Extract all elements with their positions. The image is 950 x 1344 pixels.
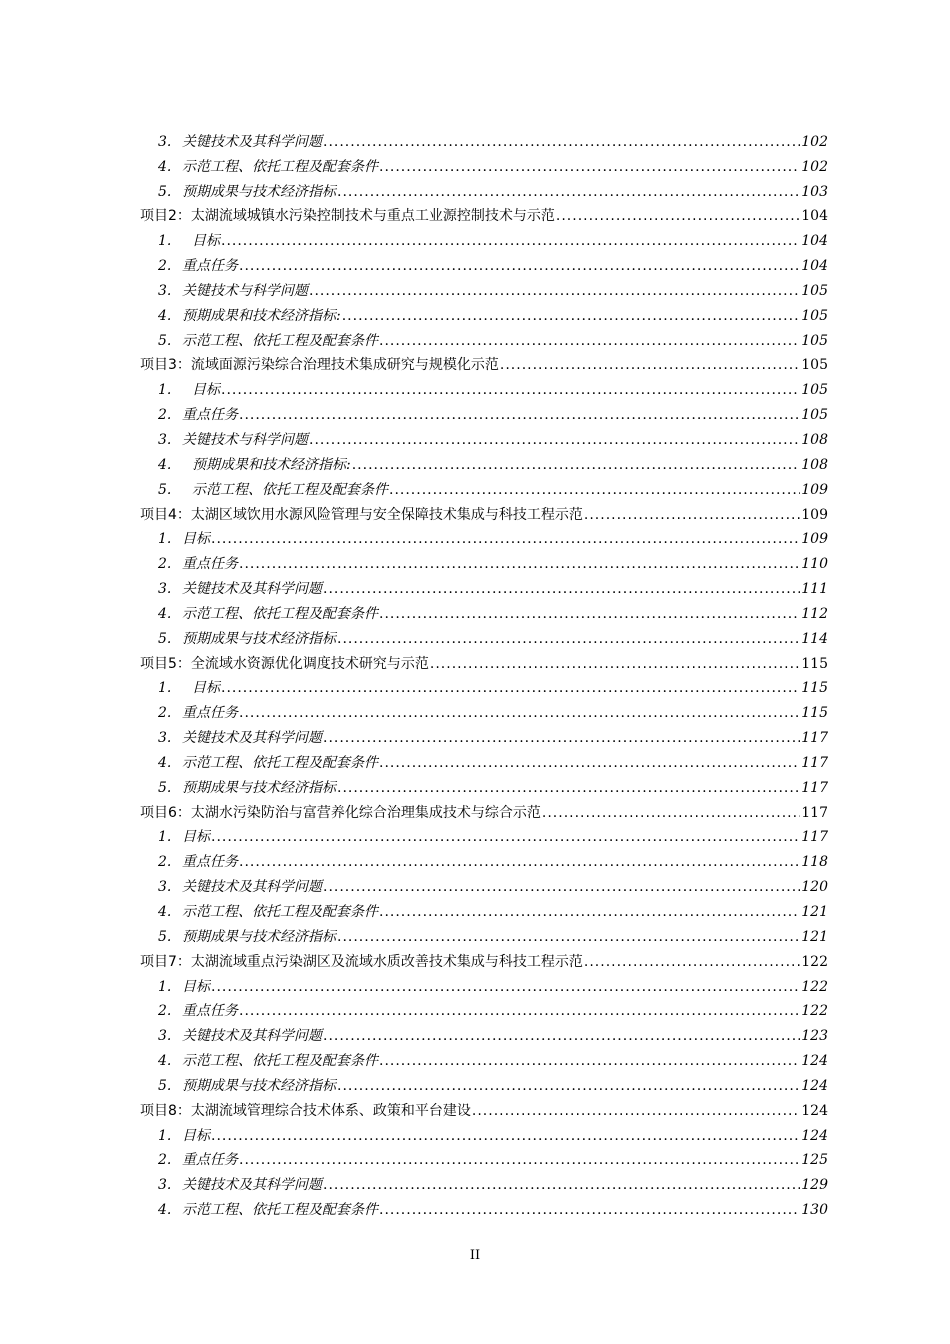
toc-entry-title: 示范工程、依托工程及配套条件 (182, 1202, 378, 1219)
toc-subsection-entry[interactable] (140, 424, 828, 449)
toc-entry-title: 项目6：太湖水污染防治与富营养化综合治理集成技术与综合示范 (140, 804, 541, 821)
toc-entry-number: 4. (158, 904, 172, 920)
toc-entry-number: 3. (158, 133, 172, 150)
toc-entry-title: 示范工程、依托工程及配套条件 (182, 1053, 378, 1070)
toc-entry-page: 109 (801, 481, 828, 498)
toc-entry-page: 117 (801, 779, 828, 796)
toc-entry-title: 关键技术及其科学问题 (182, 879, 322, 896)
toc-entry-title: 目标 (192, 233, 220, 250)
toc-subsection-entry[interactable] (140, 300, 828, 325)
toc-entry-number: 4. (158, 158, 172, 175)
toc-entry-page: 120 (801, 879, 828, 896)
toc-entry-title: 关键技术与科学问题 (182, 431, 308, 448)
toc-entry-title: 重点任务 (182, 854, 238, 871)
toc-subsection-entry[interactable] (140, 921, 828, 946)
toc-entry-title: 项目3：流域面源污染综合治理技术集成研究与规模化示范 (140, 357, 499, 374)
toc-entry-page: 115 (801, 705, 828, 722)
toc-entry-number: 5. (158, 630, 172, 647)
toc-leader-dots (379, 332, 800, 350)
toc-subsection-entry[interactable] (140, 598, 828, 623)
toc-entry-title: 重点任务 (182, 407, 238, 424)
toc-entry-title: 预期成果与技术经济指标 (182, 630, 336, 647)
toc-leader-dots (323, 729, 800, 747)
toc-subsection-entry[interactable] (140, 822, 828, 847)
toc-leader-dots (584, 953, 800, 971)
toc-leader-dots (221, 232, 800, 250)
toc-entry-title: 示范工程、依托工程及配套条件 (182, 158, 378, 175)
toc-entry-page: 103 (801, 183, 828, 200)
toc-section-entry[interactable] (140, 648, 828, 673)
toc-entry-title: 目标 (182, 829, 210, 846)
toc-entry-number: 3. (158, 1028, 172, 1045)
toc-entry-title: 预期成果和技术经济指标: (192, 456, 351, 473)
toc-leader-dots (430, 655, 800, 673)
toc-entry-title: 目标 (182, 1127, 210, 1144)
toc-leader-dots (239, 853, 800, 871)
toc-entry-page: 102 (801, 133, 828, 150)
toc-subsection-entry[interactable] (140, 176, 828, 201)
toc-leader-dots (239, 1151, 800, 1169)
toc-entry-page: 109 (801, 506, 828, 523)
toc-entry-title: 项目5：全流域水资源优化调度技术研究与示范 (140, 655, 429, 672)
toc-entry-page: 105 (801, 332, 828, 349)
toc-leader-dots (542, 804, 800, 822)
toc-entry-number: 2. (158, 407, 172, 424)
toc-entry-title: 示范工程、依托工程及配套条件 (192, 481, 388, 498)
toc-entry-page: 115 (801, 655, 828, 672)
toc-subsection-entry[interactable] (140, 722, 828, 747)
toc-entry-page: 124 (801, 1127, 828, 1144)
page-number: II (469, 1248, 481, 1263)
toc-entry-page: 111 (801, 581, 828, 598)
toc-subsection-entry[interactable] (140, 1145, 828, 1170)
toc-subsection-entry[interactable] (140, 971, 828, 996)
toc-entry-title: 示范工程、依托工程及配套条件 (182, 332, 378, 349)
toc-subsection-entry[interactable] (140, 1169, 828, 1194)
toc-entry-number: 1. (158, 382, 172, 399)
toc-entry-title: 预期成果与技术经济指标 (182, 183, 336, 200)
toc-entry-number: 1. (158, 1127, 172, 1144)
toc-entry-page: 123 (801, 1028, 828, 1045)
toc-subsection-entry[interactable] (140, 399, 828, 424)
toc-entry-number: 3. (158, 282, 172, 299)
toc-entry-page: 129 (801, 1177, 828, 1194)
toc-entry-number: 4. (158, 307, 172, 324)
table-of-contents (140, 126, 828, 1219)
toc-section-entry[interactable] (140, 201, 828, 226)
toc-leader-dots (211, 828, 800, 846)
toc-leader-dots (379, 1201, 800, 1219)
toc-entry-title: 示范工程、依托工程及配套条件 (182, 605, 378, 622)
toc-subsection-entry[interactable] (140, 697, 828, 722)
toc-entry-page: 115 (801, 680, 828, 697)
toc-leader-dots (556, 207, 800, 225)
toc-entry-page: 117 (801, 829, 828, 846)
toc-subsection-entry[interactable] (140, 1045, 828, 1070)
toc-leader-dots (239, 1002, 800, 1020)
toc-entry-title: 项目2：太湖流域城镇水污染控制技术与重点工业源控制技术与示范 (140, 208, 555, 225)
toc-entry-number: 2. (158, 1152, 172, 1169)
toc-subsection-entry[interactable] (140, 1194, 828, 1219)
toc-entry-title: 目标 (182, 978, 210, 995)
toc-entry-page: 104 (801, 208, 828, 225)
toc-subsection-entry[interactable] (140, 275, 828, 300)
toc-leader-dots (337, 630, 800, 648)
toc-leader-dots (389, 481, 800, 499)
toc-entry-page: 130 (801, 1202, 828, 1219)
toc-entry-page: 105 (801, 382, 828, 399)
toc-subsection-entry[interactable] (140, 747, 828, 772)
toc-leader-dots (379, 903, 800, 921)
toc-entry-title: 项目4：太湖区域饮用水源风险管理与安全保障技术集成与科技工程示范 (140, 506, 583, 523)
toc-entry-title: 关键技术及其科学问题 (182, 730, 322, 747)
toc-entry-page: 122 (801, 978, 828, 995)
toc-entry-number: 5. (158, 481, 172, 498)
toc-entry-number: 5. (158, 779, 172, 796)
toc-leader-dots (323, 878, 800, 896)
toc-subsection-entry[interactable] (140, 623, 828, 648)
toc-leader-dots (379, 605, 800, 623)
toc-entry-number: 3. (158, 879, 172, 896)
toc-leader-dots (337, 183, 800, 201)
toc-entry-page: 112 (801, 605, 828, 622)
toc-entry-number: 2. (158, 705, 172, 722)
toc-entry-title: 重点任务 (182, 1152, 238, 1169)
toc-subsection-entry[interactable] (140, 1070, 828, 1095)
toc-leader-dots (323, 133, 800, 151)
toc-subsection-entry[interactable] (140, 524, 828, 549)
toc-leader-dots (211, 978, 800, 996)
toc-entry-page: 122 (801, 953, 828, 970)
toc-entry-page: 105 (801, 307, 828, 324)
toc-entry-number: 5. (158, 1077, 172, 1094)
toc-entry-page: 108 (801, 431, 828, 448)
toc-entry-page: 124 (801, 1053, 828, 1070)
toc-entry-title: 重点任务 (182, 1003, 238, 1020)
toc-entry-page: 125 (801, 1152, 828, 1169)
toc-subsection-entry[interactable] (140, 325, 828, 350)
toc-leader-dots (309, 282, 800, 300)
toc-entry-number: 2. (158, 1003, 172, 1020)
toc-leader-dots (211, 530, 800, 548)
toc-entry-title: 预期成果与技术经济指标 (182, 928, 336, 945)
toc-section-entry[interactable] (140, 1095, 828, 1120)
toc-entry-number: 3. (158, 730, 172, 747)
toc-entry-title: 关键技术及其科学问题 (182, 1028, 322, 1045)
toc-leader-dots (323, 1176, 800, 1194)
toc-leader-dots (379, 754, 800, 772)
toc-subsection-entry[interactable] (140, 673, 828, 698)
toc-subsection-entry[interactable] (140, 225, 828, 250)
toc-entry-title: 预期成果和技术经济指标: (182, 307, 341, 324)
toc-entry-page: 118 (801, 854, 828, 871)
toc-subsection-entry[interactable] (140, 474, 828, 499)
toc-entry-page: 109 (801, 531, 828, 548)
toc-section-entry[interactable] (140, 350, 828, 375)
toc-section-entry[interactable] (140, 797, 828, 822)
toc-entry-number: 4. (158, 754, 172, 771)
toc-subsection-entry[interactable] (140, 449, 828, 474)
toc-section-entry[interactable] (140, 499, 828, 524)
toc-leader-dots (239, 555, 800, 573)
toc-subsection-entry[interactable] (140, 846, 828, 871)
toc-subsection-entry[interactable] (140, 996, 828, 1021)
toc-entry-page: 121 (801, 904, 828, 920)
toc-leader-dots (337, 779, 800, 797)
toc-entry-number: 1. (158, 531, 172, 548)
toc-entry-title: 示范工程、依托工程及配套条件 (182, 754, 378, 771)
toc-entry-page: 122 (801, 1003, 828, 1020)
toc-leader-dots (323, 1027, 800, 1045)
toc-entry-title: 目标 (182, 531, 210, 548)
toc-entry-number: 3. (158, 431, 172, 448)
toc-entry-page: 102 (801, 158, 828, 175)
toc-subsection-entry[interactable] (140, 250, 828, 275)
toc-leader-dots (500, 356, 800, 374)
toc-entry-number: 5. (158, 332, 172, 349)
toc-entry-number: 4. (158, 605, 172, 622)
toc-subsection-entry[interactable] (140, 548, 828, 573)
toc-entry-number: 2. (158, 854, 172, 871)
toc-entry-title: 目标 (192, 680, 220, 697)
toc-entry-page: 117 (801, 730, 828, 747)
toc-subsection-entry[interactable] (140, 1120, 828, 1145)
toc-entry-number: 5. (158, 183, 172, 200)
toc-subsection-entry[interactable] (140, 151, 828, 176)
toc-entry-number: 2. (158, 258, 172, 275)
toc-entry-page: 105 (801, 357, 828, 374)
toc-entry-title: 重点任务 (182, 705, 238, 722)
toc-entry-page: 114 (801, 630, 828, 647)
toc-entry-number: 1. (158, 680, 172, 697)
toc-entry-number: 1. (158, 978, 172, 995)
toc-entry-number: 3. (158, 1177, 172, 1194)
toc-subsection-entry[interactable] (140, 573, 828, 598)
toc-subsection-entry[interactable] (140, 772, 828, 797)
toc-leader-dots (309, 431, 800, 449)
toc-leader-dots (239, 257, 800, 275)
toc-entry-number: 3. (158, 581, 172, 598)
toc-entry-title: 重点任务 (182, 556, 238, 573)
toc-entry-page: 104 (801, 258, 828, 275)
toc-leader-dots (472, 1102, 800, 1120)
toc-entry-number: 4. (158, 1202, 172, 1219)
toc-leader-dots (379, 1052, 800, 1070)
toc-entry-page: 105 (801, 407, 828, 424)
toc-entry-page: 117 (801, 754, 828, 771)
toc-entry-title: 项目7：太湖流域重点污染湖区及流域水质改善技术集成与科技工程示范 (140, 953, 583, 970)
toc-entry-number: 4. (158, 456, 172, 473)
toc-entry-title: 目标 (192, 382, 220, 399)
toc-leader-dots (239, 704, 800, 722)
toc-leader-dots (352, 456, 801, 474)
toc-entry-page: 124 (801, 1102, 828, 1119)
toc-entry-title: 关键技术及其科学问题 (182, 581, 322, 598)
toc-entry-title: 重点任务 (182, 258, 238, 275)
toc-subsection-entry[interactable] (140, 896, 828, 921)
toc-leader-dots (337, 1077, 800, 1095)
toc-leader-dots (379, 158, 800, 176)
toc-subsection-entry[interactable] (140, 1020, 828, 1045)
toc-entry-page: 108 (801, 456, 828, 473)
toc-entry-page: 110 (801, 556, 828, 573)
toc-entry-title: 示范工程、依托工程及配套条件 (182, 904, 378, 920)
toc-leader-dots (323, 580, 800, 598)
toc-leader-dots (584, 506, 800, 524)
toc-entry-title: 关键技术及其科学问题 (182, 133, 322, 150)
toc-entry-number: 1. (158, 829, 172, 846)
toc-entry-number: 2. (158, 556, 172, 573)
toc-entry-title: 预期成果与技术经济指标 (182, 1077, 336, 1094)
toc-entry-title: 关键技术及其科学问题 (182, 1177, 322, 1194)
toc-subsection-entry[interactable] (140, 374, 828, 399)
toc-subsection-entry[interactable] (140, 126, 828, 151)
toc-entry-page: 104 (801, 233, 828, 250)
toc-entry-number: 5. (158, 928, 172, 945)
toc-leader-dots (221, 381, 800, 399)
toc-section-entry[interactable] (140, 946, 828, 971)
toc-entry-page: 121 (801, 928, 828, 945)
toc-leader-dots (239, 406, 800, 424)
toc-entry-page: 117 (801, 804, 828, 821)
toc-leader-dots (337, 928, 800, 946)
toc-leader-dots (211, 1127, 800, 1145)
toc-entry-number: 1. (158, 233, 172, 250)
toc-entry-title: 预期成果与技术经济指标 (182, 779, 336, 796)
toc-subsection-entry[interactable] (140, 871, 828, 896)
toc-entry-title: 关键技术与科学问题 (182, 282, 308, 299)
toc-leader-dots (342, 307, 801, 325)
toc-entry-title: 项目8：太湖流域管理综合技术体系、政策和平台建设 (140, 1102, 471, 1119)
toc-entry-number: 4. (158, 1053, 172, 1070)
toc-entry-page: 124 (801, 1077, 828, 1094)
toc-entry-page: 105 (801, 282, 828, 299)
toc-leader-dots (221, 679, 800, 697)
